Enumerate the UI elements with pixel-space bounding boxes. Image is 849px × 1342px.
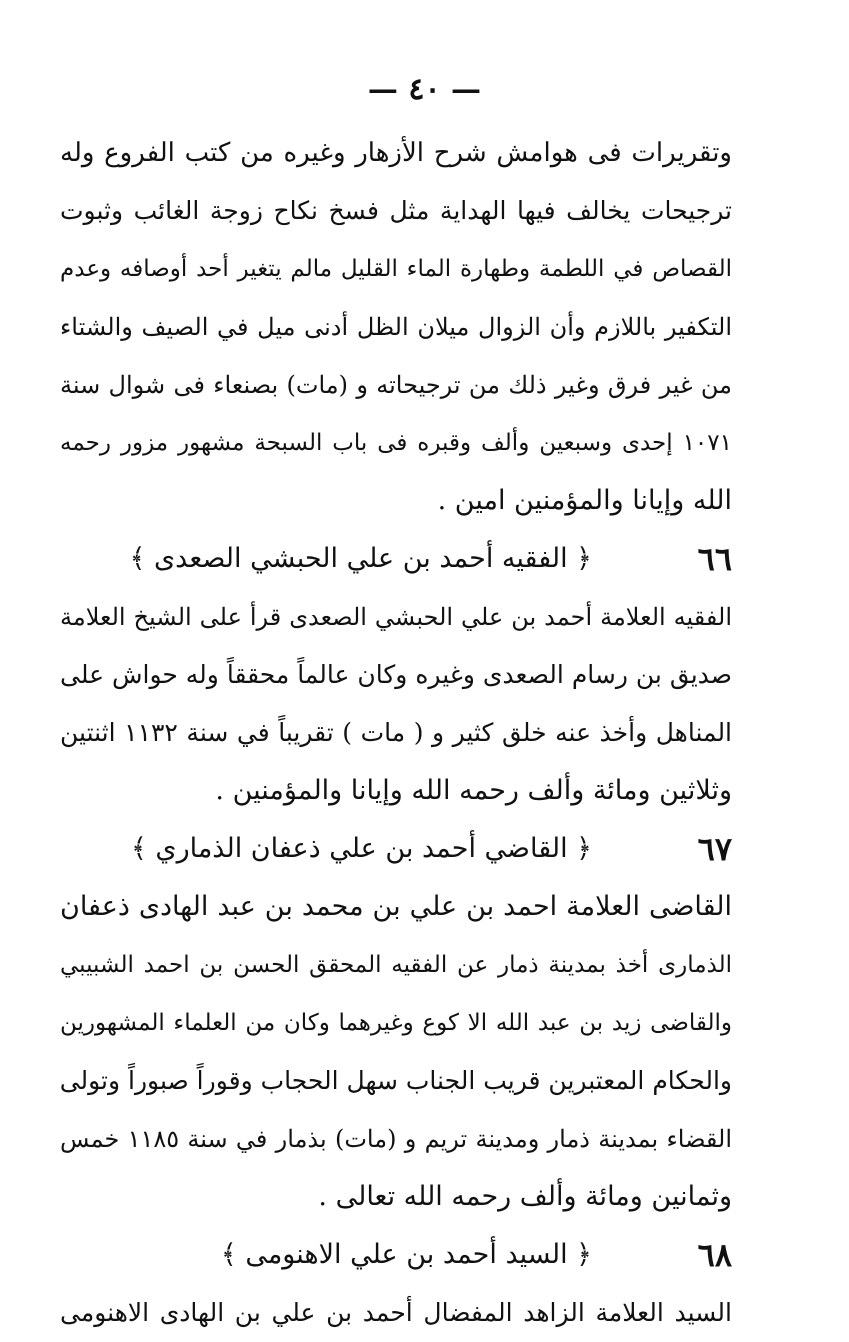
entry-heading <box>60 1226 732 1284</box>
text-line: والحكام المعتبرين قريب الجناب سهل الحجاب وقوراً صبوراً وتولى <box>60 1066 732 1095</box>
paragraph <box>60 1284 732 1342</box>
text-line: المناهل وأخذ عنه خلق كثير و ( مات ) تقريباً في سنة ١١٣٢ اثنتين <box>60 718 732 747</box>
entry-number: ٦٧ <box>697 830 732 868</box>
entry-title: ﴿ الفقيه أحمد بن علي الحبشي الصعدى ﴾ <box>129 543 592 574</box>
text-line: السيد العلامة الزاهد المفضال أحمد بن علي بن الهادى الاهنومى <box>60 1298 732 1327</box>
body-text <box>60 124 732 1342</box>
text-line: الفقيه العلامة أحمد بن علي الحبشي الصعدى قرأ على الشيخ العلامة <box>60 603 732 631</box>
text-line: ترجيحات يخالف فيها الهداية مثل فسخ نكاح زوجة الغائب وثبوت <box>60 196 732 225</box>
text-line: وثمانين ومائة وألف رحمه الله تعالى . <box>318 1181 732 1212</box>
text-line: الله وإيانا والمؤمنين امين . <box>437 485 732 516</box>
entry-title: ﴿ القاضي أحمد بن علي ذعفان الذماري ﴾ <box>131 833 592 864</box>
text-line: وتقريرات فى هوامش شرح الأزهار وغيره من كتب الفروع وله <box>60 138 732 168</box>
text-line: وثلاثين ومائة وألف رحمه الله وإيانا والمؤمنين . <box>215 775 732 806</box>
entry-heading <box>60 530 732 588</box>
entry-heading <box>60 820 732 878</box>
paragraph <box>60 588 732 820</box>
text-line: والقاضى زيد بن عبد الله الا كوع وغيرهما وكان من العلماء المشهورين <box>60 1010 732 1036</box>
text-line: ١٠٧١ إحدى وسبعين وألف وقبره فى باب السبحة مشهور مزور رحمه <box>60 430 732 456</box>
entry-number: ٦٦ <box>697 540 732 578</box>
entry-number: ٦٨ <box>697 1236 732 1274</box>
entry-title: ﴿ السيد أحمد بن علي الاهنومى ﴾ <box>220 1239 592 1270</box>
text-line: القصاص في اللطمة وطهارة الماء القليل مالم يتغير أحد أوصافه وعدم <box>60 256 732 282</box>
text-line: من غير فرق وغير ذلك من ترجيحاته و (مات) بصنعاء فى شوال سنة <box>60 371 732 399</box>
text-line: التكفير باللازم وأن الزوال ميلان الظل أدنى ميل في الصيف والشتاء <box>60 313 732 341</box>
text-line: الذمارى أخذ بمدينة ذمار عن الفقيه المحقق الحسن بن احمد الشبيبي <box>60 952 732 978</box>
text-line: القاضى العلامة احمد بن علي بن محمد بن عبد الهادى ذعفان <box>60 891 732 922</box>
text-line: صديق بن رسام الصعدى وغيره وكان عالماً محققاً وله حواش على <box>60 660 732 689</box>
page-number: — ٤٠ — <box>367 72 482 107</box>
text-line: القضاء بمدينة ذمار ومدينة تريم و (مات) بذمار في سنة ١١٨٥ خمس <box>60 1125 732 1153</box>
paragraph <box>60 878 732 1226</box>
paragraph <box>60 124 732 530</box>
